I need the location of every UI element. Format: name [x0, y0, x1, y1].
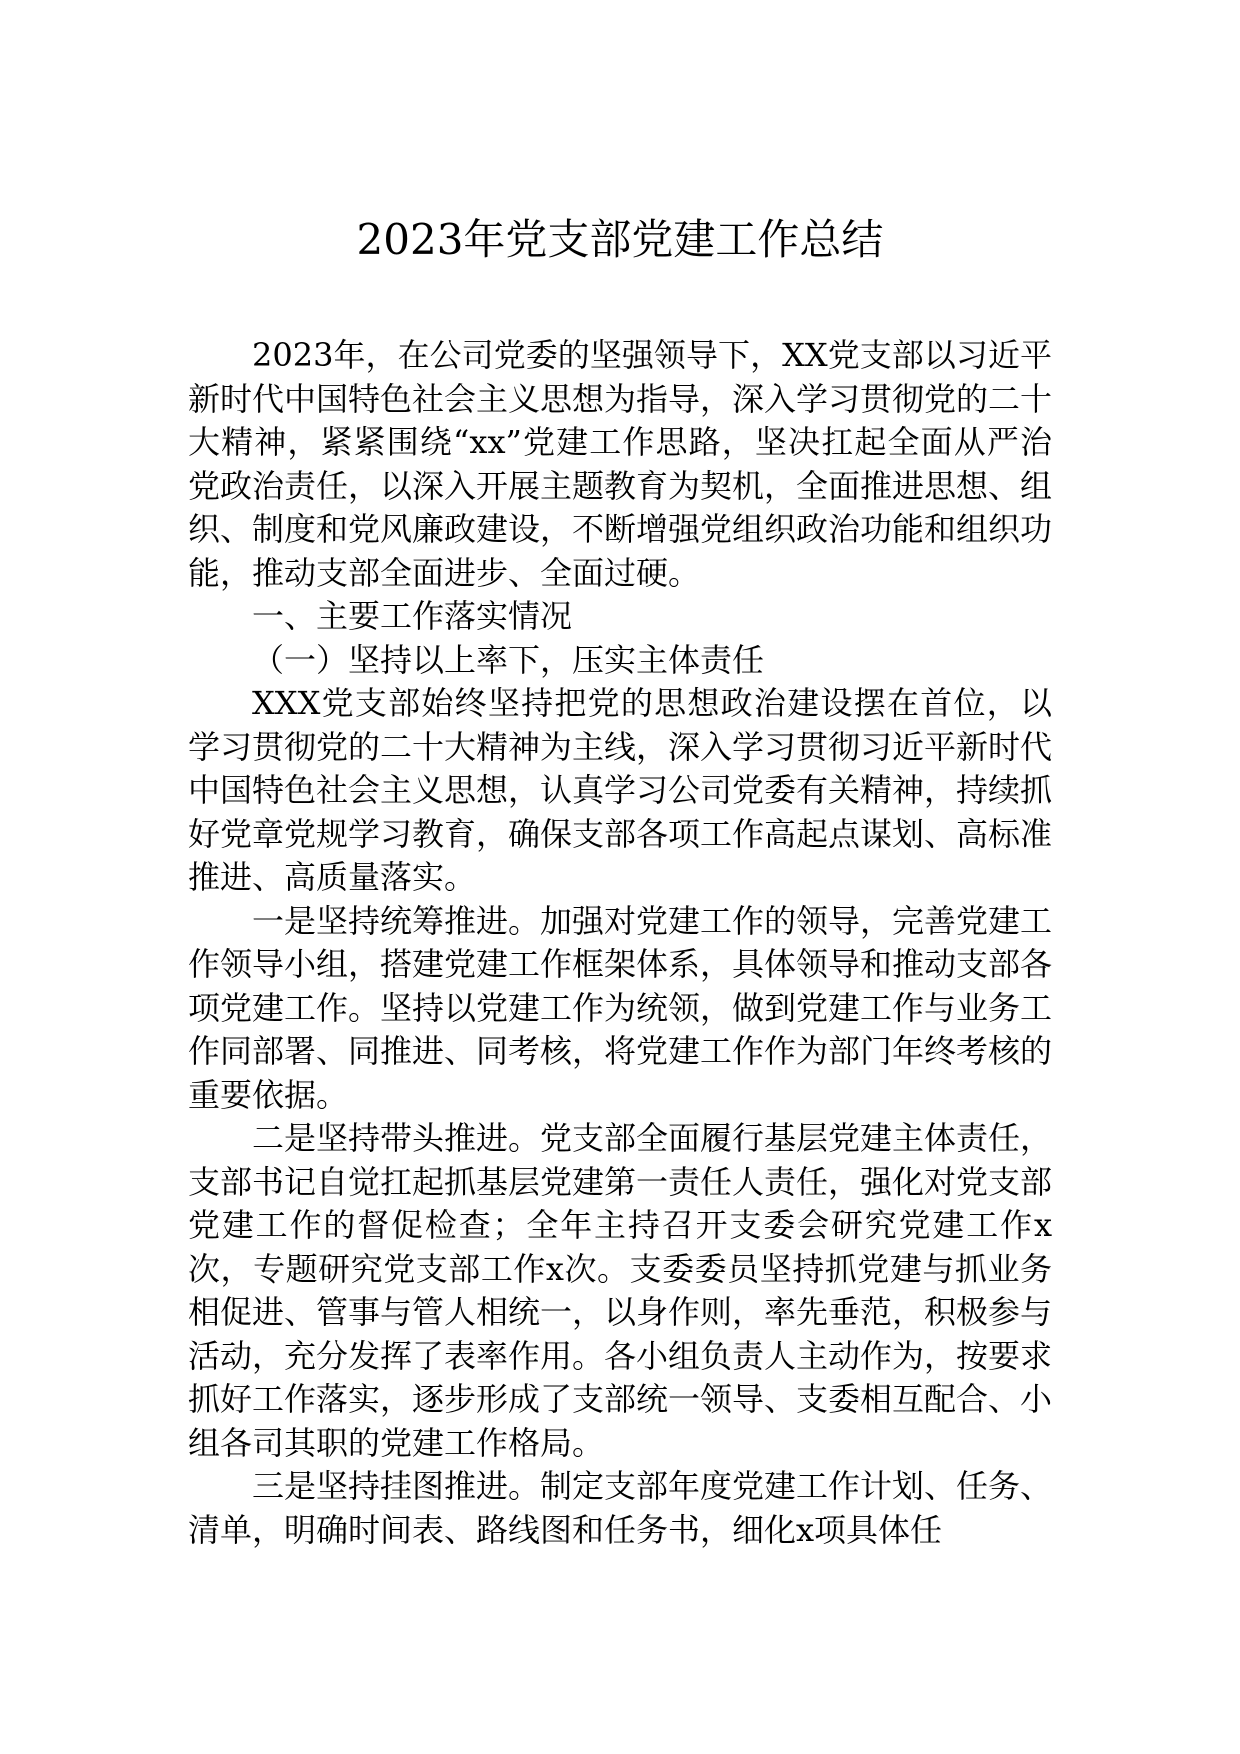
body-paragraph: 一是坚持统筹推进。加强对党建工作的领导，完善党建工作领导小组，搭建党建工作框架体系，具体领导和推动支部各项党建工作。坚持以党建工作为统领，做到党建工作与业务工作同部署、同推进、同考核，将党建工作作为部门年终考核的重要依据。 [188, 901, 1053, 1114]
body-paragraph: 二是坚持带头推进。党支部全面履行基层党建主体责任，支部书记自觉扛起抓基层党建第一责任人责任，强化对党支部党建工作的督促检查；全年主持召开支委会研究党建工作x次，专题研究党支部工作x次。支委委员坚持抓党建与抓业务相促进、管事与管人相统一，以身作则，率先垂范，积极参与活动，充分发挥了表率作用。各小组负责人主动作为，按要求抓好工作落实，逐步形成了支部统一领导、支委相互配合、小组各司其职的党建工作格局。 [188, 1119, 1053, 1462]
document-body [188, 334, 1052, 1552]
subsection-heading: （一）坚持以上率下，压实主体责任 [252, 640, 765, 679]
intro-paragraph: 2023年，在公司党委的坚强领导下，XX党支部以习近平新时代中国特色社会主义思想为指导，深入学习贯彻党的二十大精神，紧紧围绕“xx”党建工作思路，坚决扛起全面从严治党政治责任，以深入开展主题教育为契机，全面推进思想、组织、制度和党风廉政建设，不断增强党组织政治功能和组织功能，推动支部全面进步、全面过硬。 [188, 336, 1053, 592]
body-paragraph: XXX党支部始终坚持把党的思想政治建设摆在首位，以学习贯彻党的二十大精神为主线，深入学习贯彻习近平新时代中国特色社会主义思想，认真学习公司党委有关精神，持续抓好党章党规学习教育，确保支部各项工作高起点谋划、高标准推进、高质量落实。 [188, 684, 1053, 896]
section-heading: 一、主要工作落实情况 [252, 597, 573, 635]
document-title: 2023年党支部党建工作总结 [356, 215, 884, 264]
body-paragraph: 三是坚持挂图推进。制定支部年度党建工作计划、任务、清单，明确时间表、路线图和任务书，细化x项具体任 [188, 1467, 1053, 1549]
